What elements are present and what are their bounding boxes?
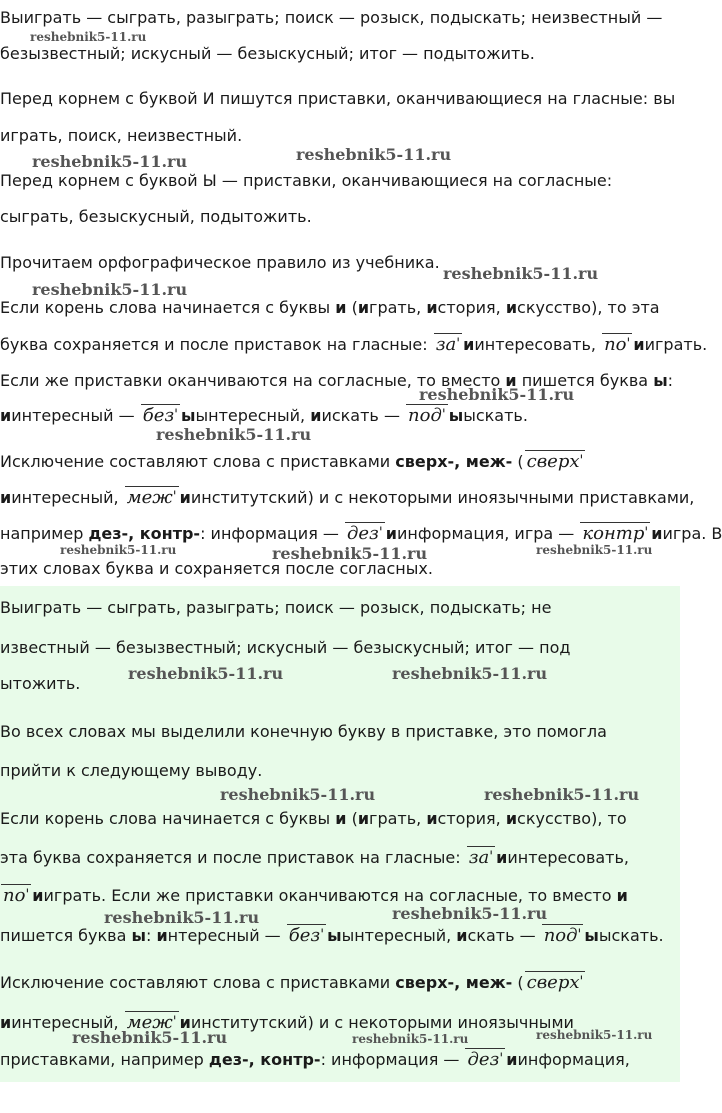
watermark: reshebnik5-11.ru [392, 904, 548, 923]
watermark: reshebnik5-11.ru [536, 1028, 653, 1042]
text-line: Исключение составляют слова с приставками сверх-, меж- ( сверх ' [0, 451, 586, 472]
text-line: иинтересный — без ' ыынтересный, иискать — под ' ыыскать. [0, 405, 528, 426]
watermark: reshebnik5-11.ru [352, 1032, 469, 1046]
text-line: играть, поиск, неизвестный. [0, 126, 243, 145]
text-line: этих словах буква и сохраняется после согласных. [0, 559, 433, 578]
text-line: Исключение составляют слова с приставками сверх-, меж- ( сверх ' [0, 972, 586, 993]
answer-block-background [0, 586, 680, 1082]
text-line: Перед корнем с буквой И пишутся приставки, оканчивающиеся на гласные: вы [0, 89, 676, 108]
text-line: ытожить. [0, 674, 81, 693]
watermark: reshebnik5-11.ru [443, 264, 599, 283]
prefix-mark: без ' [141, 404, 180, 426]
prefix-mark: за ' [467, 846, 495, 868]
prefix-mark: сверх ' [525, 971, 586, 993]
prefix-mark: меж ' [125, 1011, 179, 1033]
watermark: reshebnik5-11.ru [32, 280, 188, 299]
prefix-mark: без ' [287, 924, 326, 946]
watermark: reshebnik5-11.ru [72, 1028, 228, 1047]
prefix-mark: под ' [406, 404, 448, 426]
watermark: reshebnik5-11.ru [220, 785, 376, 804]
prefix-mark: дез ' [345, 522, 385, 544]
watermark: reshebnik5-11.ru [272, 544, 428, 563]
text-line: Выиграть — сыграть, разыграть; поиск — розыск, подыскать; не [0, 598, 552, 617]
prefix-mark: за ' [434, 333, 462, 355]
watermark: reshebnik5-11.ru [30, 30, 147, 44]
prefix-mark: контр ' [580, 522, 650, 544]
text-line: Если корень слова начинается с буквы и (играть, история, искусство), то [0, 809, 627, 828]
watermark: reshebnik5-11.ru [104, 908, 260, 927]
watermark: reshebnik5-11.ru [419, 385, 575, 404]
prefix-mark: меж ' [125, 486, 179, 508]
watermark: reshebnik5-11.ru [32, 152, 188, 171]
text-line: буква сохраняется и после приставок на гласные: за ' иинтересовать, по ' ииграть. [0, 334, 707, 355]
watermark: reshebnik5-11.ru [536, 543, 653, 557]
watermark: reshebnik5-11.ru [296, 145, 452, 164]
text-line: прийти к следующему выводу. [0, 761, 263, 780]
text-line: Если же приставки оканчиваются на согласные, то вместо и пишется буква ы: [0, 371, 674, 390]
text-line: безызвестный; искусный — безыскусный; итог — подытожить. [0, 44, 535, 63]
watermark: reshebnik5-11.ru [392, 664, 548, 683]
text-line: Выиграть — сыграть, разыграть; поиск — розыск, подыскать; неизвестный — [0, 8, 663, 27]
watermark: reshebnik5-11.ru [128, 664, 284, 683]
watermark: reshebnik5-11.ru [156, 425, 312, 444]
prefix-mark: под ' [542, 924, 584, 946]
text-line: известный — безызвестный; искусный — безыскусный; итог — под [0, 638, 571, 657]
watermark: reshebnik5-11.ru [60, 543, 177, 557]
watermark: reshebnik5-11.ru [484, 785, 640, 804]
text-line: например дез-, контр-: информация — дез ' иинформация, игра — контр ' иигра. В [0, 523, 722, 544]
text-line: Прочитаем орфографическое правило из учебника. [0, 253, 440, 272]
text-line: приставками, например дез-, контр-: информация — дез ' иинформация, [0, 1049, 630, 1070]
text-line: пишется буква ы: интересный — без ' ыынтересный, искать — под ' ыыскать. [0, 925, 664, 946]
text-line: по ' ииграть. Если же приставки оканчиваются на согласные, то вместо и [0, 885, 628, 906]
text-line: иинтересный, меж ' иинститутский) и с некоторыми иноязычными приставками, [0, 487, 694, 508]
prefix-mark: по ' [1, 884, 31, 906]
text-line: Во всех словах мы выделили конечную букву в приставке, это помогла [0, 722, 607, 741]
text-line: сыграть, безыскусный, подытожить. [0, 207, 312, 226]
prefix-mark: дез ' [465, 1048, 505, 1070]
text-line: Если корень слова начинается с буквы и (играть, история, искусство), то эта [0, 298, 660, 317]
prefix-mark: сверх ' [525, 450, 586, 472]
text-line: эта буква сохраняется и после приставок на гласные: за ' иинтересовать, [0, 847, 629, 868]
prefix-mark: по ' [602, 333, 632, 355]
text-line: иинтересный, меж ' иинститутский) и с некоторыми иноязычными [0, 1012, 574, 1033]
text-line: Перед корнем с буквой Ы — приставки, оканчивающиеся на согласные: [0, 171, 613, 190]
